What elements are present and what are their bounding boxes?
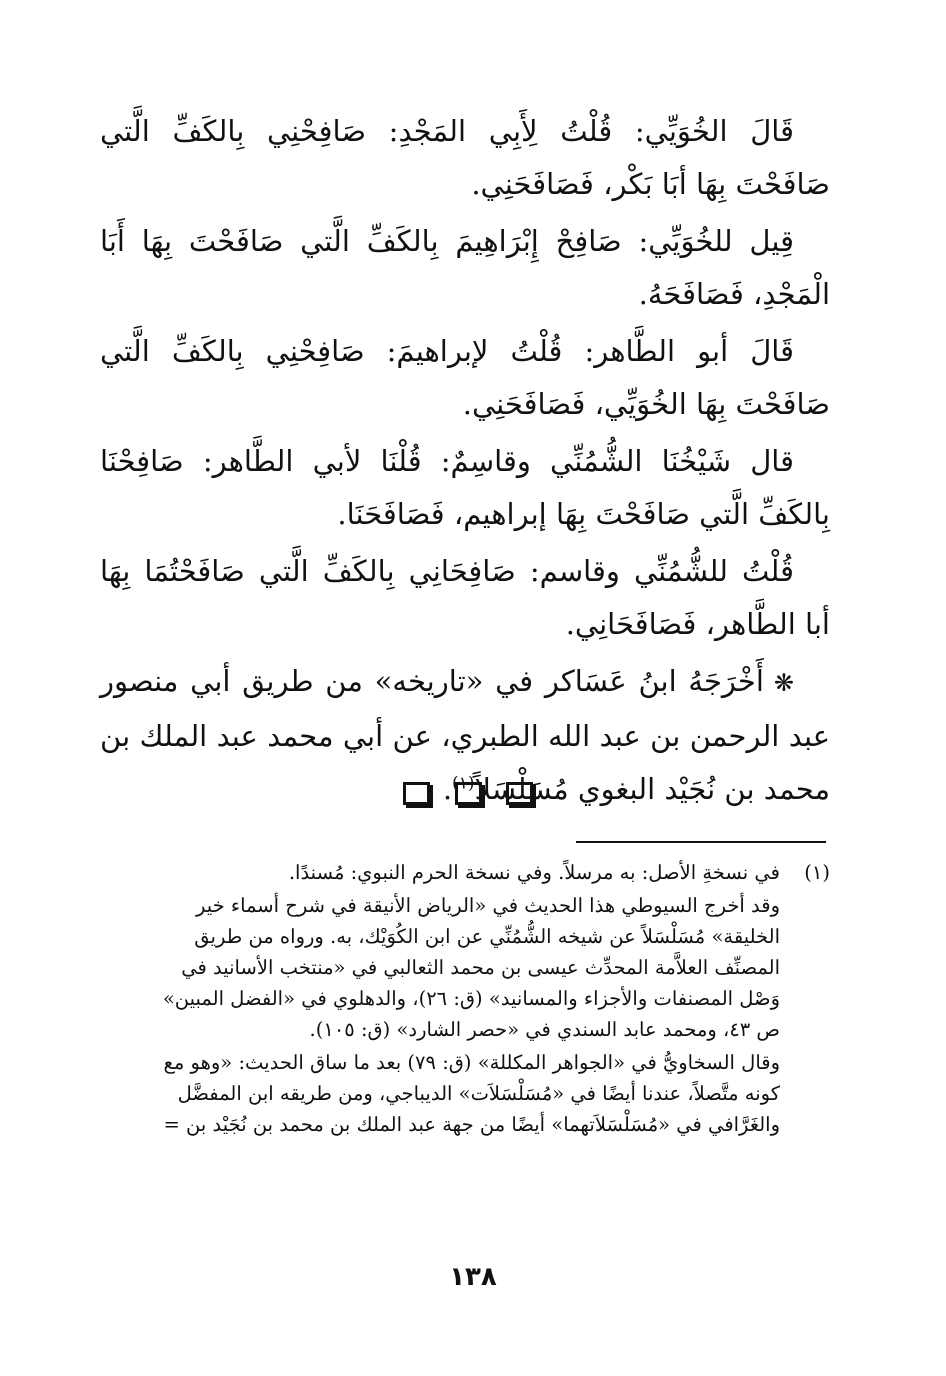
paragraph-2: قِيل للخُوَيِّي: صَافِحْ إِبْرَاهِيمَ بِالكَفِّ الَّتي صَافَحْتَ بِهَا أَبَا الْمَجْدِ، فَصَافَحَهُ. xyxy=(100,224,830,311)
section-divider-ornament xyxy=(403,782,533,808)
paragraph-1: قَالَ الخُوَيِّي: قُلْتُ لِأَبِي المَجْدِ: صَافِحْنِي بِالكَفِّ الَّتي صَافَحْتَ بِهَا أبَا بَكْر، فَصَافَحَنِي. xyxy=(100,114,830,201)
square-ornament-icon xyxy=(403,782,430,805)
footnote-line: وقد أخرج السيوطي هذا الحديث في «الرياض الأنيقة في شرح أسماء خير xyxy=(196,894,780,917)
footnote-line: ص ٤٣، ومحمد عابد السندي في «حصر الشارد» (ق: ١٠٥). xyxy=(309,1018,780,1041)
footnote-line: والغَرَّافي في «مُسَلْسَلاَتهما» أيضًا من جهة عبد الملك بن محمد بن نُجَيْد بن = xyxy=(163,1113,780,1136)
footnote-line: وقال السخاويُّ في «الجواهر المكللة» (ق: ٧٩) بعد ما ساق الحديث: «وهو مع xyxy=(163,1051,780,1074)
footnotes xyxy=(100,857,830,1140)
footnote-text: في نسخةِ الأصل: به مرسلاً. وفي نسخة الحرم النبوي: مُسندًا. xyxy=(288,861,780,884)
page-number: ١٣٨ xyxy=(449,1262,497,1292)
main-text xyxy=(100,105,830,816)
square-ornament-icon xyxy=(506,782,533,805)
footnote-line: وَصْل المصنفات والأجزاء والمسانيد» (ق: ٢٦)، والدهلوي في «الفضل المبين» xyxy=(162,987,780,1010)
footnote-line: المصنِّف العلاَّمة المحدِّث عيسى بن محمد الثعالبي في «منتخب الأسانيد في xyxy=(181,956,780,979)
asterisk-icon: ❋ xyxy=(773,669,794,697)
footnote-line xyxy=(100,857,830,888)
footnote-separator xyxy=(576,841,826,843)
paragraph-4: قال شَيْخُنَا الشُّمُنِّي وقاسِمٌ: قُلْنَا لأبي الطَّاهر: صَافِحْنَا بِالكَفِّ الَّتي صَافَحْتَ بِهَا إبراهيم، فَصَافَحَنَا. xyxy=(100,444,830,531)
footnote-1-paragraph-a xyxy=(100,890,830,1045)
paragraph-5: قُلْتُ للشُّمُنِّي وقاسم: صَافِحَانِي بِالكَفِّ الَّتي صَافَحْتُمَا بِهَا أبا الطَّاهر، فَصَافَحَانِي. xyxy=(100,554,830,641)
footnote-number: (١) xyxy=(804,861,830,884)
paragraph-6-end: . xyxy=(442,772,453,806)
footnote-reference: (١) xyxy=(452,773,475,794)
square-ornament-icon xyxy=(455,782,482,805)
footnote-line: الخليقة» مُسَلْسَلاً عن شيخه الشُّمُنِّي عن ابن الكُوَيْك، به. ورواه من طريق xyxy=(194,925,780,948)
footnote-line: كونه متَّصلاً، عندنا أيضًا في «مُسَلْسَلاَت» الديباجي، ومن طريقه ابن المفضَّل xyxy=(177,1082,780,1105)
paragraph-6-text: أَخْرَجَهُ ابنُ عَسَاكر في «تاريخه» من طريق أبي منصور عبد الرحمن بن عبد الله الطبري، عن أبي محمد عبد الملك بن محمد بن نُجَيْد البغوي مُسَلْسَلاً xyxy=(100,664,830,806)
footnote-1-paragraph-b xyxy=(100,1047,830,1140)
footnote-1-intro xyxy=(100,857,830,888)
paragraph-3: قَالَ أبو الطَّاهر: قُلْتُ لإبراهيمَ: صَافِحْنِي بِالكَفِّ الَّتي صَافَحْتَ بِهَا الخُوَيِّي، فَصَافَحَنِي. xyxy=(100,334,830,421)
